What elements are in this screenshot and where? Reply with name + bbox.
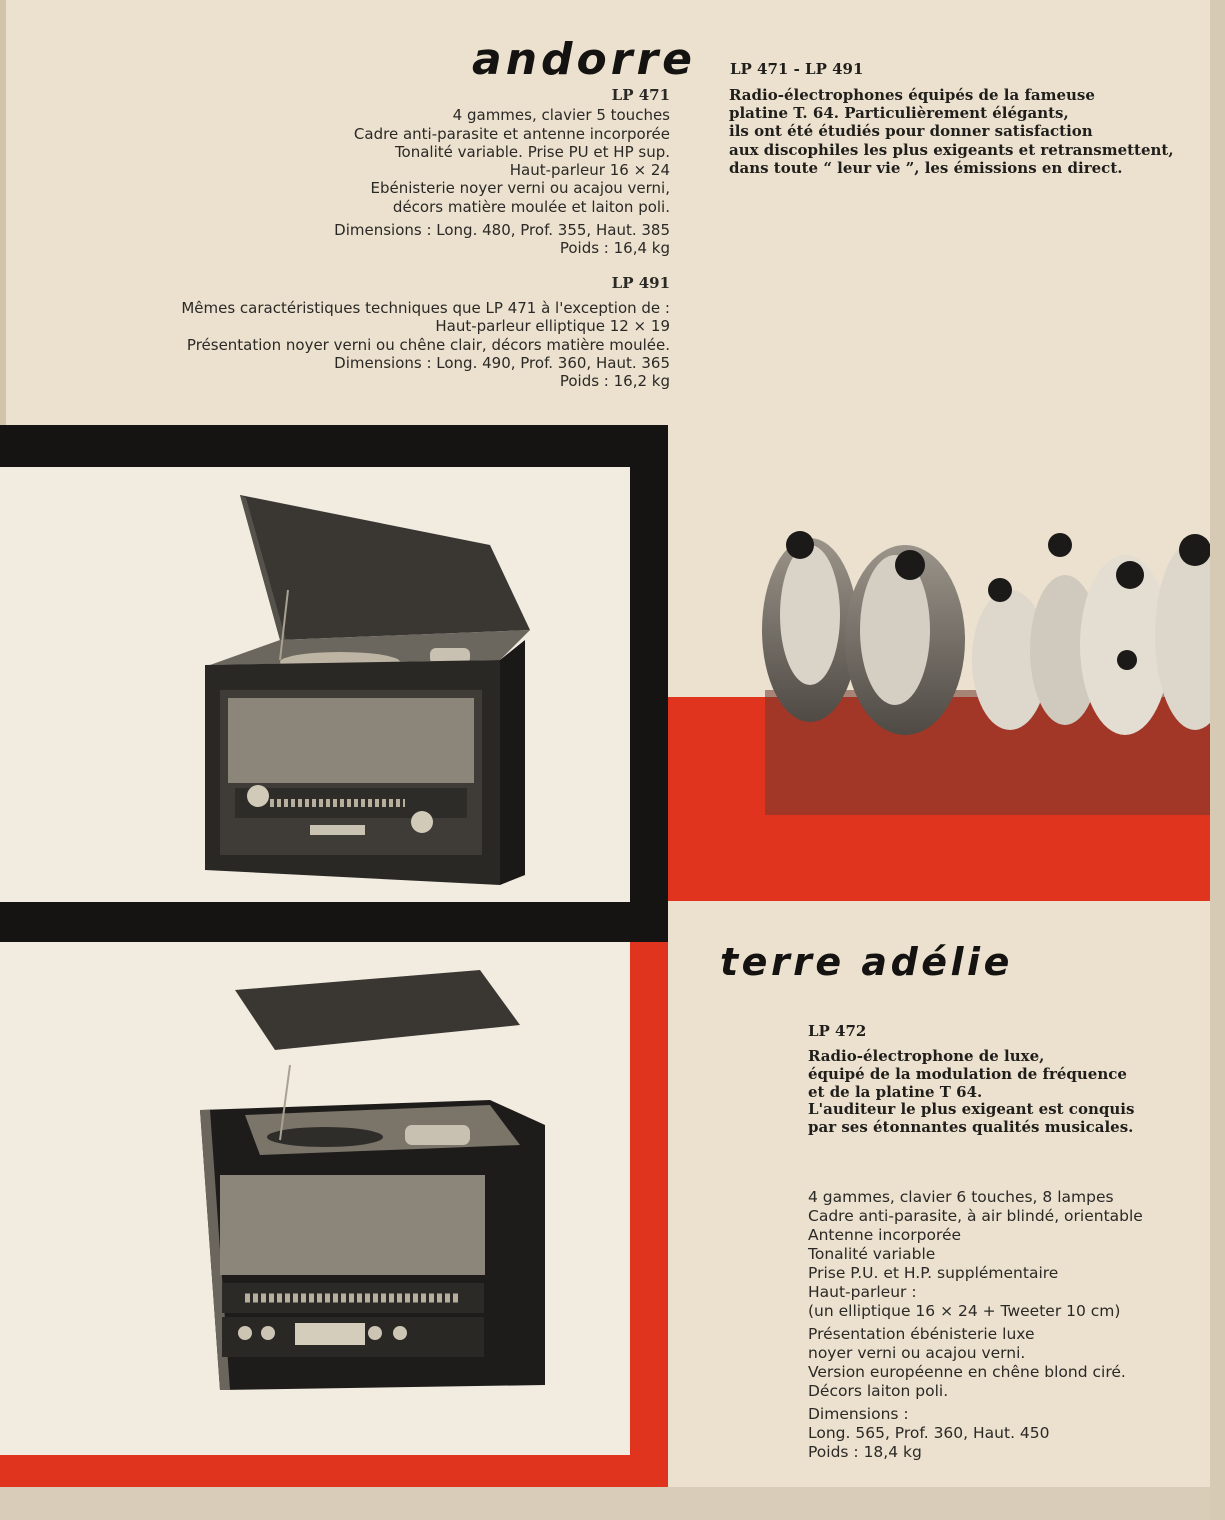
penguins-photo	[755, 520, 1225, 820]
lp471-spec-line: Cadre anti-parasite et antenne incorporée	[353, 124, 670, 143]
lp471-spec-line: Haut-parleur 16 × 24	[509, 161, 670, 180]
lp472-intro-line: par ses étonnantes qualités musicales.	[808, 1118, 1134, 1137]
lp472-spec-line: Poids : 18,4 kg	[808, 1443, 922, 1461]
lp472-spec-line: Long. 565, Prof. 360, Haut. 450	[808, 1424, 1050, 1442]
black-bar-top	[0, 425, 668, 467]
andorre-intro-line: dans toute “ leur vie ”, les émissions en direct.	[729, 158, 1123, 177]
andorre-intro-line: aux discophiles les plus exigeants et retransmettent,	[729, 140, 1174, 159]
lp491-spec-line: Présentation noyer verni ou chêne clair, décors matière moulée.	[186, 335, 670, 354]
lp471-spec-line: 4 gammes, clavier 5 touches	[452, 106, 670, 125]
andorre-title: andorre	[472, 34, 696, 85]
lp471-spec-line: Ebénisterie noyer verni ou acajou verni,	[370, 179, 670, 198]
black-bar-side	[630, 425, 668, 902]
andorre-models-heading: LP 471 - LP 491	[730, 60, 864, 78]
lp471-spec-line: Tonalité variable. Prise PU et HP sup.	[394, 142, 670, 161]
radio-phonograph-lp472-photo	[190, 965, 560, 1395]
lp471-spec-line: décors matière moulée et laiton poli.	[392, 197, 670, 216]
lp491-spec-line: Mêmes caractéristiques techniques que LP 471 à l'exception de :	[181, 298, 670, 317]
lp472-intro-line: et de la platine T 64.	[808, 1082, 983, 1101]
lp472-spec-line: Tonalité variable	[808, 1245, 936, 1263]
andorre-intro-line: Radio-électrophones équipés de la fameuse	[729, 86, 1095, 104]
lp472-spec-line: Présentation ébénisterie luxe	[808, 1325, 1035, 1343]
page-bottom-edge	[0, 1487, 1225, 1520]
black-bar-middle	[0, 902, 668, 942]
lp472-spec-line: Prise P.U. et H.P. supplémentaire	[808, 1264, 1059, 1282]
lp472-intro-line: L'auditeur le plus exigeant est conquis	[808, 1100, 1135, 1119]
lp471-weight: Poids : 16,4 kg	[559, 239, 670, 258]
lp472-spec-line: Haut-parleur :	[808, 1283, 917, 1301]
andorre-intro-line: platine T. 64. Particulièrement élégants,	[729, 104, 1069, 123]
lp472-spec-line: Dimensions :	[808, 1405, 909, 1423]
lp472-spec-line: Antenne incorporée	[808, 1226, 962, 1244]
page-right-edge	[1210, 0, 1225, 1520]
lp472-spec-line: Cadre anti-parasite, à air blindé, orientable	[808, 1207, 1143, 1225]
lp491-model: LP 491	[611, 273, 670, 292]
lp472-model: LP 472	[808, 1022, 867, 1040]
red-bar-bottom	[0, 1455, 668, 1487]
andorre-intro	[729, 86, 1174, 177]
lp472-spec-line: noyer verni ou acajou verni.	[808, 1344, 1026, 1362]
lp471-model: LP 471	[611, 86, 670, 104]
lp472-intro-line: équipé de la modulation de fréquence	[808, 1064, 1127, 1083]
lp472-specs	[808, 1188, 1143, 1462]
lp491-dimensions: Dimensions : Long. 490, Prof. 360, Haut. 365	[334, 353, 670, 372]
lp472-spec-line: Version européenne en chêne blond ciré.	[808, 1363, 1126, 1381]
lp472-spec-line: Décors laiton poli.	[808, 1382, 949, 1400]
radio-phonograph-lp471-photo	[200, 490, 540, 890]
lp472-intro	[808, 1048, 1134, 1137]
andorre-specs	[120, 86, 670, 390]
lp491-weight: Poids : 16,2 kg	[559, 372, 670, 391]
red-bar-side	[630, 942, 668, 1485]
andorre-intro-line: ils ont été étudiés pour donner satisfaction	[729, 122, 1093, 141]
lp472-intro-line: Radio-électrophone de luxe,	[808, 1047, 1045, 1065]
lp491-spec-line: Haut-parleur elliptique 12 × 19	[435, 317, 670, 336]
lp472-spec-line: (un elliptique 16 × 24 + Tweeter 10 cm)	[808, 1302, 1121, 1320]
lp472-spec-line: 4 gammes, clavier 6 touches, 8 lampes	[808, 1188, 1114, 1206]
terre-adelie-title: terre adélie	[720, 940, 1013, 984]
lp471-dimensions: Dimensions : Long. 480, Prof. 355, Haut. 385	[334, 221, 670, 240]
